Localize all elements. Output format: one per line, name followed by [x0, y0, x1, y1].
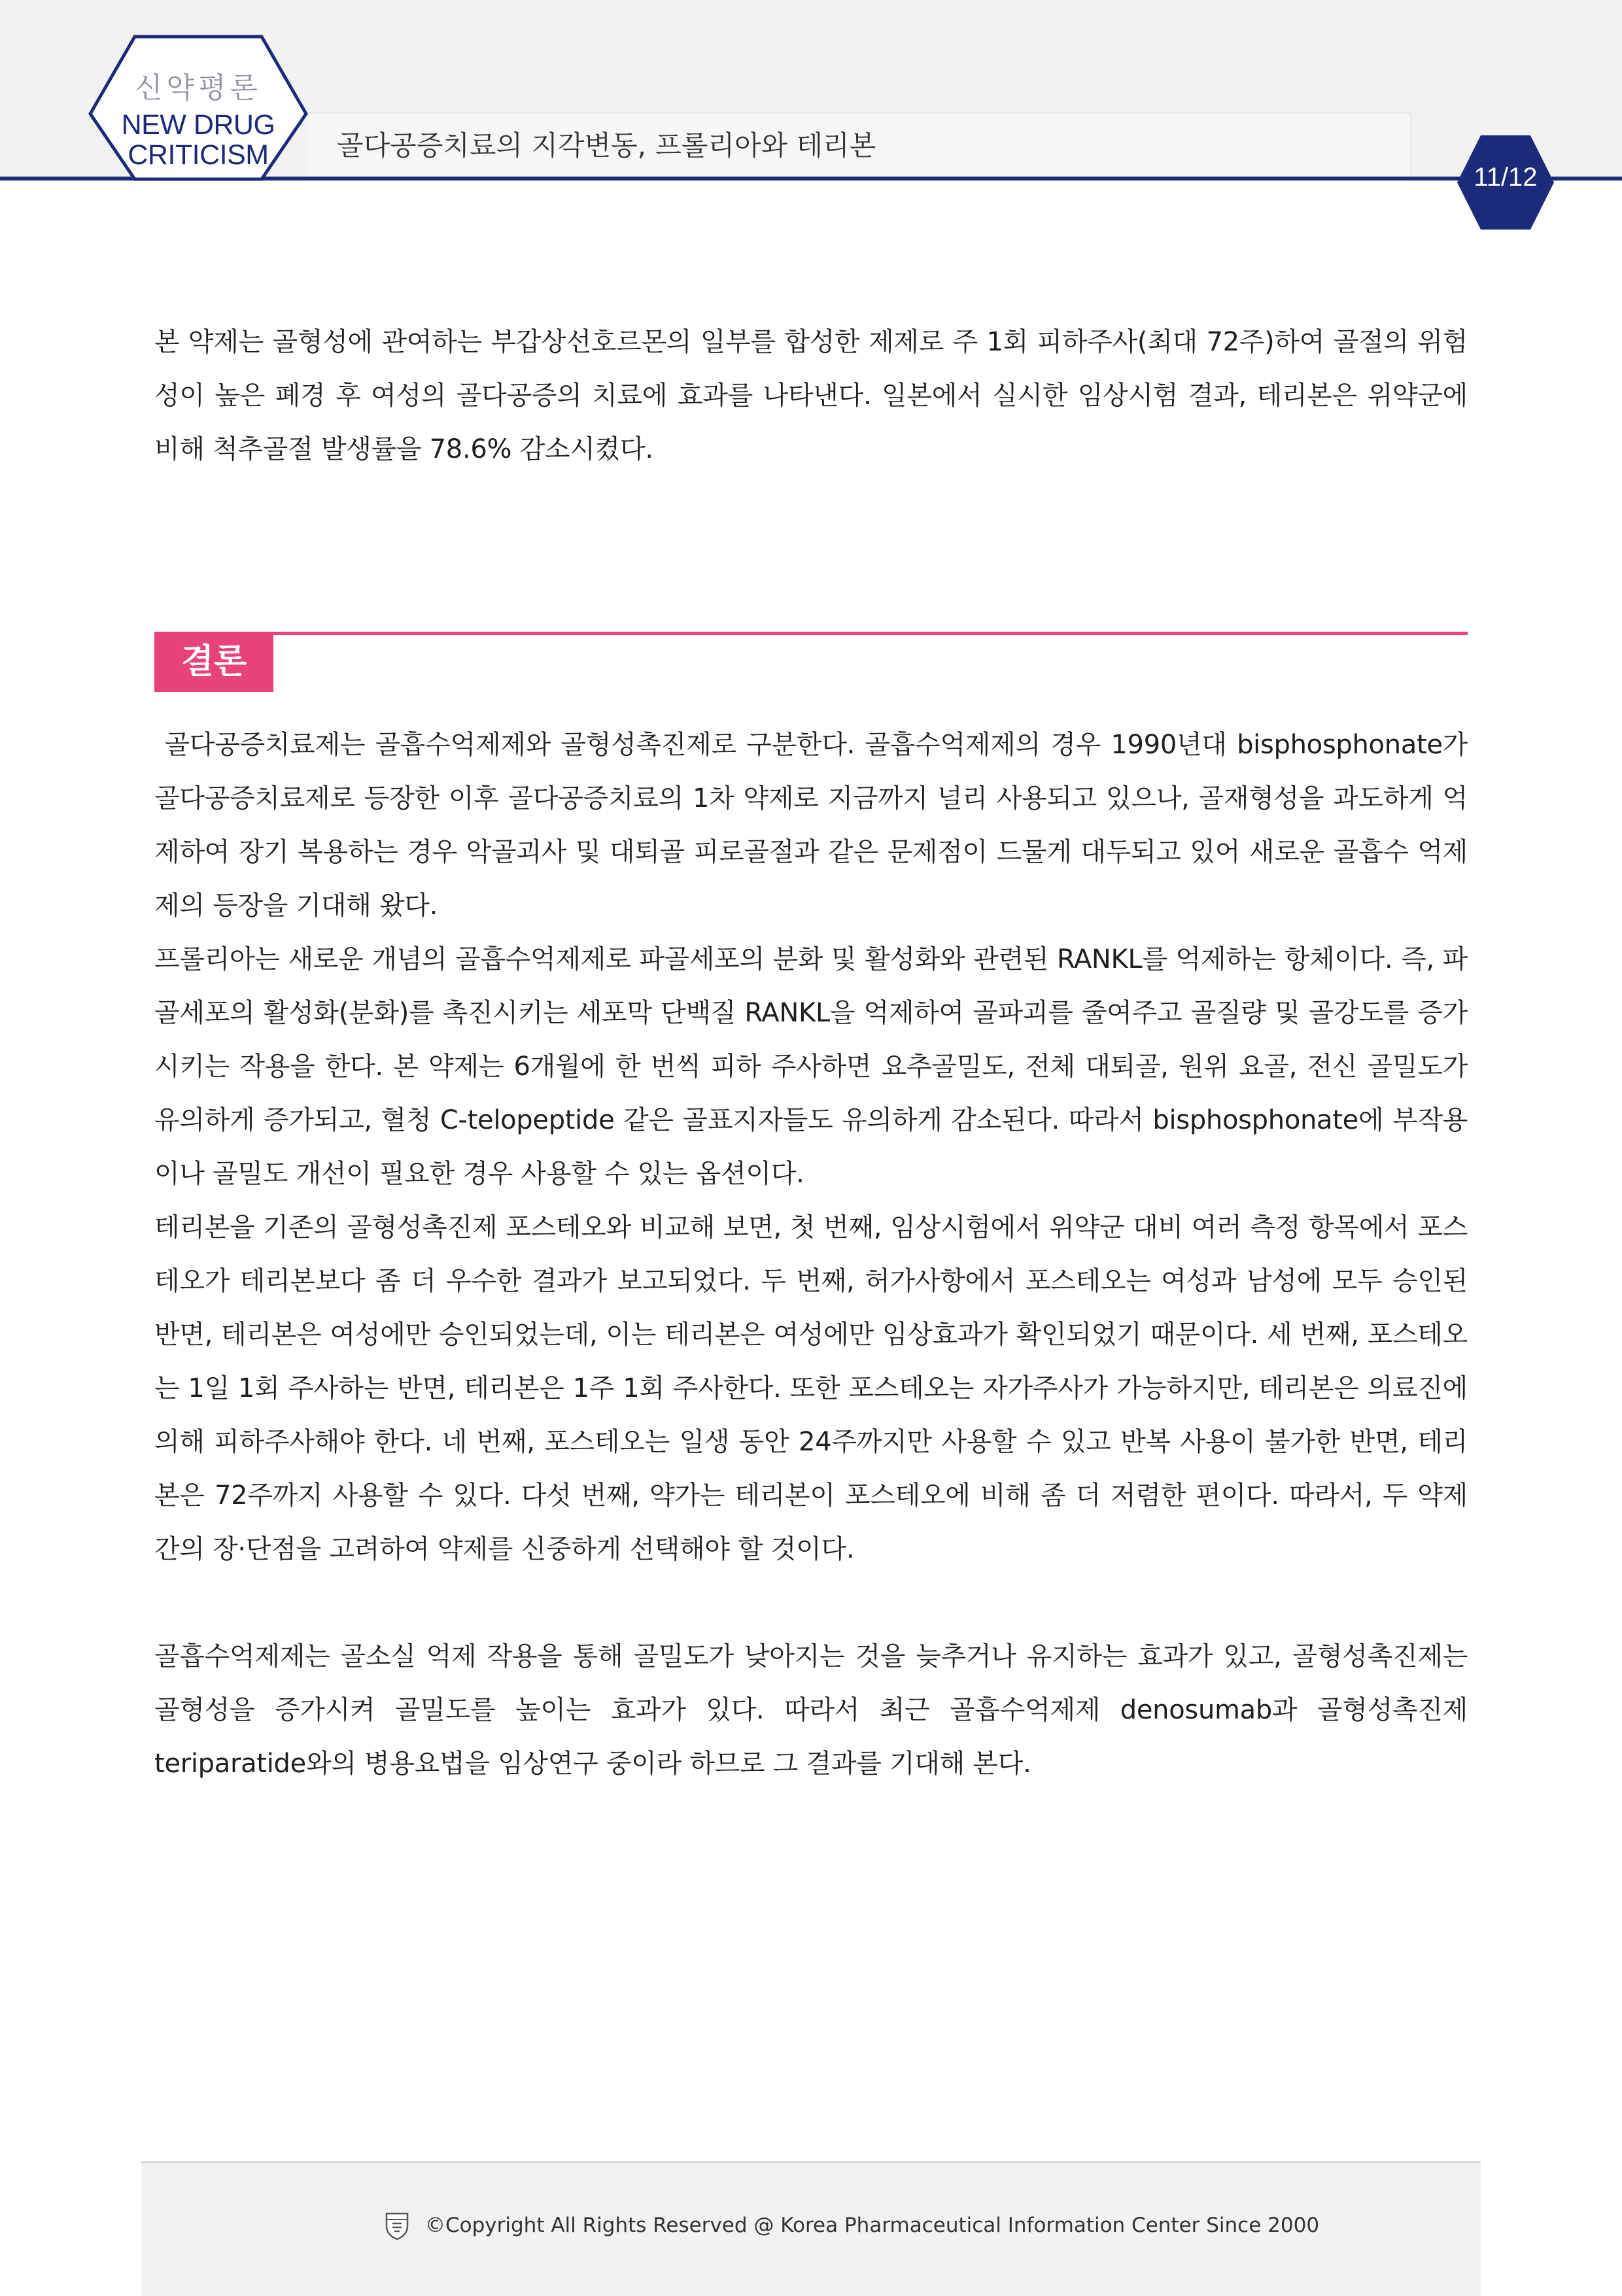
footer-copyright: ©Copyright All Rights Reserved @ Korea Pharmaceutical Information Center Since 2000	[425, 2214, 1320, 2237]
logo-english-line1: NEW DRUG	[121, 109, 275, 141]
logo-korean-title: 신약평론	[134, 71, 262, 105]
conclusion-paragraph-2: 프롤리아는 새로운 개념의 골흡수억제제로 파골세포의 분화 및 활성화와 관련된 RANKL를 억제하는 항체이다. 즉, 파골세포의 활성화(분화)를 촉진시키는 세포막 단백질 RANKL을 억제하여 골파괴를 줄여주고 골질량 및 골강도를 증가시키는 작용을 한다. 본 약제는 6개월에 한 번씩 피하 주사하면 요추골밀도, 전체 대퇴골, 원위 요골, 전신 골밀도가 유의하게 증가되고, 혈청 C-telopeptide 같은 골표지자들도 유의하게 감소된다. 따라서 bisphosphonate에 부작용이나 골밀도 개선이 필요한 경우 사용할 수 있는 옵션이다.	[154, 944, 1468, 1189]
conclusion-paragraph-3: 테리본을 기존의 골형성촉진제 포스테오와 비교해 보면, 첫 번째, 임상시험에서 위약군 대비 여러 측정 항목에서 포스테오가 테리본보다 좀 더 우수한 결과가 보고되었다. 두 번째, 허가사항에서 포스테오는 여성과 남성에 모두 승인된 반면, 테리본은 여성에만 승인되었는데, 이는 테리본은 여성에만 임상효과가 확인되었기 때문이다. 세 번째, 포스테오는 1일 1회 주사하는 반면, 테리본은 1주 1회 주사한다. 또한 포스테오는 자가주사가 가능하지만, 테리본은 의료진에 의해 피하주사해야 한다. 네 번째, 포스테오는 일생 동안 24주까지만 사용할 수 있고 반복 사용이 불가한 반면, 테리본은 72주까지 사용할 수 있다. 다섯 번째, 약가는 테리본이 포스테오에 비해 좀 더 저렴한 편이다. 따라서, 두 약제 간의 장·단점을 고려하여 약제를 신중하게 선택해야 할 것이다.	[154, 1212, 1468, 1564]
conclusion-paragraph-4: 골흡수억제제는 골소실 억제 작용을 통해 골밀도가 낮아지는 것을 늦추거나 유지하는 효과가 있고, 골형성촉진제는 골형성을 증가시켜 골밀도를 높이는 효과가 있다. 따라서 최근 골흡수억제제 denosumab과 골형성촉진제 teriparatide와의 병용요법을 임상연구 중이라 하므로 그 결과를 기대해 본다.	[154, 1641, 1468, 1779]
section-heading: 결론	[154, 632, 273, 692]
shield-crest-icon	[385, 2212, 409, 2240]
page-number: 11/12	[1474, 163, 1538, 192]
section-rule	[154, 632, 1468, 635]
conclusion-paragraph-1: 골다공증치료제는 골흡수억제제와 골형성촉진제로 구분한다. 골흡수억제제의 경우 1990년대 bisphosphonate가 골다공증치료제로 등장한 이후 골다공증치료의 1차 약제로 지금까지 널리 사용되고 있으나, 골재형성을 과도하게 억제하여 장기 복용하는 경우 악골괴사 및 대퇴골 피로골절과 같은 문제점이 드물게 대두되고 있어 새로운 골흡수 억제제의 등장을 기대해 왔다.	[154, 730, 1476, 921]
logo-english-title	[84, 110, 313, 170]
running-title: 골다공증치료의 지각변동, 프롤리아와 테리본	[337, 129, 876, 162]
logo-english-line2: CRITICISM	[128, 139, 269, 171]
publication-logo	[84, 34, 313, 184]
intro-paragraph: 본 약제는 골형성에 관여하는 부갑상선호르몬의 일부를 합성한 제제로 주 1회 피하주사(최대 72주)하여 골절의 위험성이 높은 폐경 후 여성의 골다공증의 치료에 효과를 나타낸다. 일본에서 실시한 임상시험 결과, 테리본은 위약군에 비해 척추골절 발생률을 78.6% 감소시켰다.	[154, 327, 1468, 464]
